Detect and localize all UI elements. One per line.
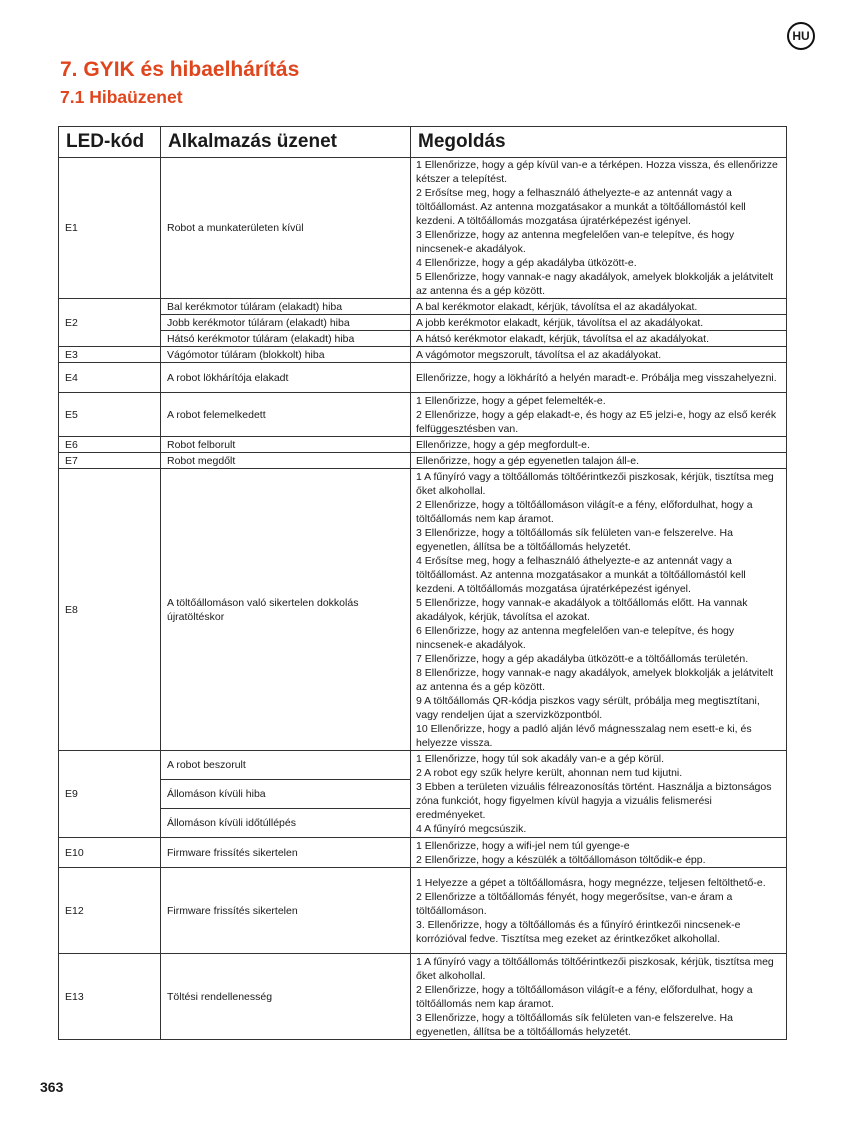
table-row-e9 [59,751,787,780]
solution-line: 1 Ellenőrizze, hogy a gép kívül van-e a térképen. Hozza vissza, és ellenőrizze kétszer a telepítést. [416,159,778,185]
solution-line: 3 Ellenőrizze, hogy a töltőállomás sík felületen van-e felszerelve. Ha egyenetlen, állítsa be a töltőállomás helyzetét. [416,526,733,553]
led-code: E8 [59,469,161,751]
led-code: E3 [59,347,161,363]
app-message: A robot felemelkedett [161,393,411,437]
table-row-e8 [59,469,787,751]
app-message: Állomáson kívüli hiba [161,780,411,809]
solution-line: 5 Ellenőrizze, hogy vannak-e nagy akadályok, amelyek blokkolják a jelátvitelt az antenna és a gép között. [416,271,774,297]
solution-cell [411,751,787,838]
table-row-e10 [59,838,787,868]
table-row-e2-c [59,331,787,347]
solution-line: 10 Ellenőrizze, hogy a padló alján lévő mágnesszalag nem esett-e ki, és helyezze vissza. [416,722,752,749]
app-message: A robot lökhárítója elakadt [161,363,411,393]
solution-cell [411,868,787,954]
app-message: Firmware frissítés sikertelen [161,868,411,954]
solution-line: 3 Ebben a területen vizuális félreazonosítás történt. Használja a biztonságos zóna funkciót, hogy figyelmen kívül hagyja a vizuális felismerési eredményeket. [416,781,772,821]
solution-line: 4 A fűnyíró megcsúszik. [416,823,527,835]
solution-cell: A jobb kerékmotor elakadt, kérjük, távolítsa el az akadályokat. [411,315,787,331]
led-code: E13 [59,954,161,1040]
solution-cell [411,469,787,751]
table-row-e3 [59,347,787,363]
solution-line: 2 Ellenőrizze a töltőállomás fényét, hogy megerősítse, van-e áram a töltőállomáson. [416,890,733,917]
solution-line: 2 Ellenőrizze, hogy a töltőállomáson világít-e a fény, előfordulhat, hogy a töltőállomás nem kap áramot. [416,983,753,1010]
solution-line: 1 A fűnyíró vagy a töltőállomás töltőérintkezői piszkosak, kérjük, tisztítsa meg őket alkohollal. [416,955,774,982]
error-table [58,126,787,1040]
solution-line: 2 Ellenőrizze, hogy a gép elakadt-e, és hogy az E5 jelzi-e, hogy az első kerék felfüggesztésben van. [416,408,777,435]
solution-line: 1 A fűnyíró vagy a töltőállomás töltőérintkezői piszkosak, kérjük, tisztítsa meg őket alkohollal. [416,470,774,497]
solution-line: 6 Ellenőrizze, hogy az antenna megfelelően van-e telepítve, és hogy nincsenek-e akadályok. [416,624,735,651]
solution-cell: A bal kerékmotor elakadt, kérjük, távolítsa el az akadályokat. [411,299,787,315]
app-message: Firmware frissítés sikertelen [161,838,411,868]
app-message: Robot megdőlt [161,453,411,469]
header-led-code: LED-kód [59,127,161,158]
led-code: E12 [59,868,161,954]
solution-cell [411,838,787,868]
solution-line: 1 Ellenőrizze, hogy túl sok akadály van-e a gép körül. [416,753,665,765]
section-title: 7.1 Hibaüzenet [60,87,183,107]
solution-cell: A vágómotor megszorult, távolítsa el az akadályokat. [411,347,787,363]
led-code: E2 [59,299,161,347]
table-row-e7 [59,453,787,469]
solution-line: 3 Ellenőrizze, hogy a töltőállomás sík felületen van-e felszerelve. Ha egyenetlen, állítsa be a töltőállomás helyzetét. [416,1011,733,1038]
solution-line: 2 Ellenőrizze, hogy a készülék a töltőállomáson töltődik-e épp. [416,853,706,866]
solution-cell [411,393,787,437]
language-badge: HU [787,22,815,50]
solution-cell: A hátsó kerékmotor elakadt, kérjük, távolítsa el az akadályokat. [411,331,787,347]
led-code: E6 [59,437,161,453]
solution-cell [411,954,787,1040]
header-app-message: Alkalmazás üzenet [161,127,411,158]
solution-line: 3. Ellenőrizze, hogy a töltőállomás és a fűnyíró érintkezői nincsenek-e korrózióval fedve. Tisztítsa meg ezeket az érintkezőket alkohollal. [416,918,741,945]
led-code: E5 [59,393,161,437]
header-solution: Megoldás [411,127,787,158]
solution-cell: Ellenőrizze, hogy a lökhárító a helyén maradt-e. Próbálja meg visszahelyezni. [411,363,787,393]
solution-line: 7 Ellenőrizze, hogy a gép akadályba ütközött-e a töltőállomás területén. [416,652,749,665]
app-message: Hátsó kerékmotor túláram (elakadt) hiba [161,331,411,347]
table-row-e2 [59,299,787,315]
solution-line: 1 Ellenőrizze, hogy a wifi-jel nem túl gyenge-e [416,839,630,852]
app-message: Jobb kerékmotor túláram (elakadt) hiba [161,315,411,331]
table-row-e13 [59,954,787,1040]
solution-line: 4 Erősítse meg, hogy a felhasználó áthelyezte-e az antennát vagy a töltőállomást. Az antenna mozgatásakor a munkát a töltőállomástól kell kezdeni. A töltőállomás mozgatása újratérképezést igényel. [416,554,746,595]
led-code: E7 [59,453,161,469]
app-message: A töltőállomáson való sikertelen dokkolás újratöltéskor [161,469,411,751]
solution-cell: Ellenőrizze, hogy a gép megfordult-e. [411,437,787,453]
app-message: Robot felborult [161,437,411,453]
table-row-e4 [59,363,787,393]
solution-line: 3 Ellenőrizze, hogy az antenna megfelelően van-e telepítve, és hogy nincsenek-e akadályok. [416,229,735,255]
page-title: 7. GYIK és hibaelhárítás [60,58,300,81]
solution-line: 2 A robot egy szűk helyre került, ahonnan nem tud kijutni. [416,767,683,779]
solution-line: 2 Erősítse meg, hogy a felhasználó áthelyezte-e az antennát vagy a töltőállomást. Az antenna mozgatásakor a munkát a töltőállomástól kell kezdeni. A töltőállomás mozgatása újratérképezést igényel. [416,187,746,227]
table-row-e6 [59,437,787,453]
solution-cell [411,158,787,299]
led-code: E9 [59,751,161,838]
app-message: Bal kerékmotor túláram (elakadt) hiba [161,299,411,315]
app-message: Állomáson kívüli időtúllépés [161,809,411,838]
app-message: Robot a munkaterületen kívül [161,158,411,299]
solution-line: 5 Ellenőrizze, hogy vannak-e akadályok a töltőállomás előtt. Ha vannak akadályok, kérjük, távolítsa el azokat. [416,596,748,623]
table-row-e1 [59,158,787,299]
app-message: Vágómotor túláram (blokkolt) hiba [161,347,411,363]
solution-line: 2 Ellenőrizze, hogy a töltőállomáson világít-e a fény, előfordulhat, hogy a töltőállomás nem kap áramot. [416,498,753,525]
led-code: E10 [59,838,161,868]
solution-cell: Ellenőrizze, hogy a gép egyenetlen talajon áll-e. [411,453,787,469]
table-header-row [59,127,787,158]
led-code: E4 [59,363,161,393]
led-code: E1 [59,158,161,299]
app-message: A robot beszorult [161,751,411,780]
solution-line: 8 Ellenőrizze, hogy vannak-e nagy akadályok, amelyek blokkolják a jelátvitelt az antenna és a gép között. [416,666,774,693]
table-row-e5 [59,393,787,437]
solution-line: 9 A töltőállomás QR-kódja piszkos vagy sérült, próbálja meg megtisztítani, vagy rendeljen újat a szervizközpontból. [416,694,760,721]
solution-line: 4 Ellenőrizze, hogy a gép akadályba ütközött-e. [416,257,637,269]
app-message: Töltési rendellenesség [161,954,411,1040]
table-row-e12 [59,868,787,954]
page-number: 363 [40,1079,64,1095]
solution-line: 1 Ellenőrizze, hogy a gépet felemelték-e. [416,394,606,407]
table-row-e2-b [59,315,787,331]
solution-line: 1 Helyezze a gépet a töltőállomásra, hogy megnézze, teljesen feltölthető-e. [416,876,766,889]
